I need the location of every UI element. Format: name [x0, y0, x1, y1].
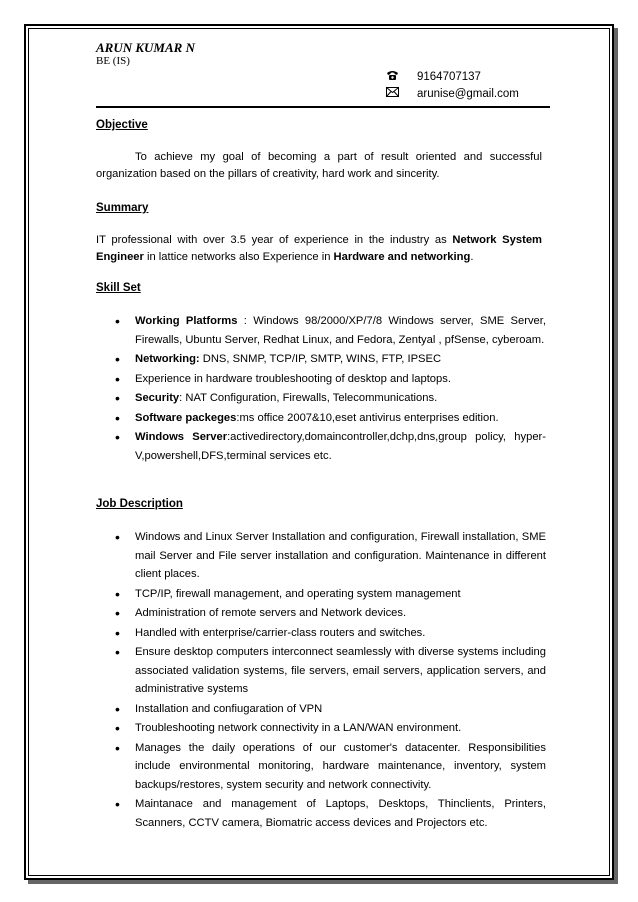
phone-number: 9164707137	[417, 71, 481, 83]
phone-icon	[386, 70, 400, 84]
list-item: • Ensure desktop computers interconnect seamlessly with diverse systems including associated validation systems, file servers, email servers, application servers, and administrative systems	[96, 643, 546, 699]
list-item: • Working Platforms : Windows 98/2000/XP/7/8 Windows server, SME Server, Firewalls, Ubuntu Server, Redhat Linux, and Fedora, Zentyal , pfSense, cyberoam.	[96, 312, 546, 349]
list-item: • Handled with enterprise/carrier-class routers and switches.	[96, 624, 546, 643]
list-item: • TCP/IP, firewall management, and operating system management	[96, 585, 546, 604]
objective-heading: Objective	[96, 119, 148, 131]
envelope-icon	[386, 87, 400, 100]
header-divider	[96, 106, 550, 108]
list-item: • Networking: DNS, SNMP, TCP/IP, SMTP, WINS, FTP, IPSEC	[96, 350, 546, 369]
email-address[interactable]: arunise@gmail.com	[417, 87, 519, 100]
list-item: • Installation and confiugaration of VPN	[96, 700, 546, 719]
list-item: • Maintanace and management of Laptops, Desktops, Thinclients, Printers, Scanners, CCTV camera, Biomatric access devices and Projectors etc.	[96, 795, 546, 832]
list-item: • Security: NAT Configuration, Firewalls, Telecommunications.	[96, 389, 546, 408]
list-item: • Manages the daily operations of our customer's datacenter. Responsibilities include environmental monitoring, hardware maintenance, inventory, system backups/restores, system security and network connectivity.	[96, 739, 546, 795]
page-shadow-bottom	[28, 880, 618, 884]
list-item: • Windows Server:activedirectory,domaincontroller,dchp,dns,group policy, hyper-V,powershell,DFS,terminal services etc.	[96, 428, 546, 465]
job-list	[96, 528, 546, 833]
list-item: • Administration of remote servers and Network devices.	[96, 604, 546, 623]
candidate-name: ARUN KUMAR N	[96, 40, 195, 55]
list-item: • Software packeges:ms office 2007&10,eset antivirus enterprises edition.	[96, 409, 546, 428]
job-description-heading: Job Description	[96, 498, 183, 510]
skill-list	[96, 312, 546, 466]
list-item: • Troubleshooting network connectivity in a LAN/WAN environment.	[96, 719, 546, 738]
list-item: • Experience in hardware troubleshooting of desktop and laptops.	[96, 370, 546, 389]
phone-contact	[386, 70, 481, 84]
email-contact	[386, 87, 519, 100]
objective-text: To achieve my goal of becoming a part of result oriented and successful organization based on the pillars of creativity, hard work and sincerity.	[96, 151, 542, 180]
summary-text: IT professional with over 3.5 year of experience in the industry as Network System Engineer in lattice networks also Experience in Hardware and networking.	[96, 234, 542, 263]
candidate-degree: BE (IS)	[96, 55, 130, 67]
page-shadow-right	[614, 28, 618, 884]
list-item: • Windows and Linux Server Installation and configuration, Firewall installation, SME mail Server and File server installation and configuration. Maintenance in different client places.	[96, 528, 546, 584]
summary-heading: Summary	[96, 202, 149, 214]
skillset-heading: Skill Set	[96, 282, 141, 294]
